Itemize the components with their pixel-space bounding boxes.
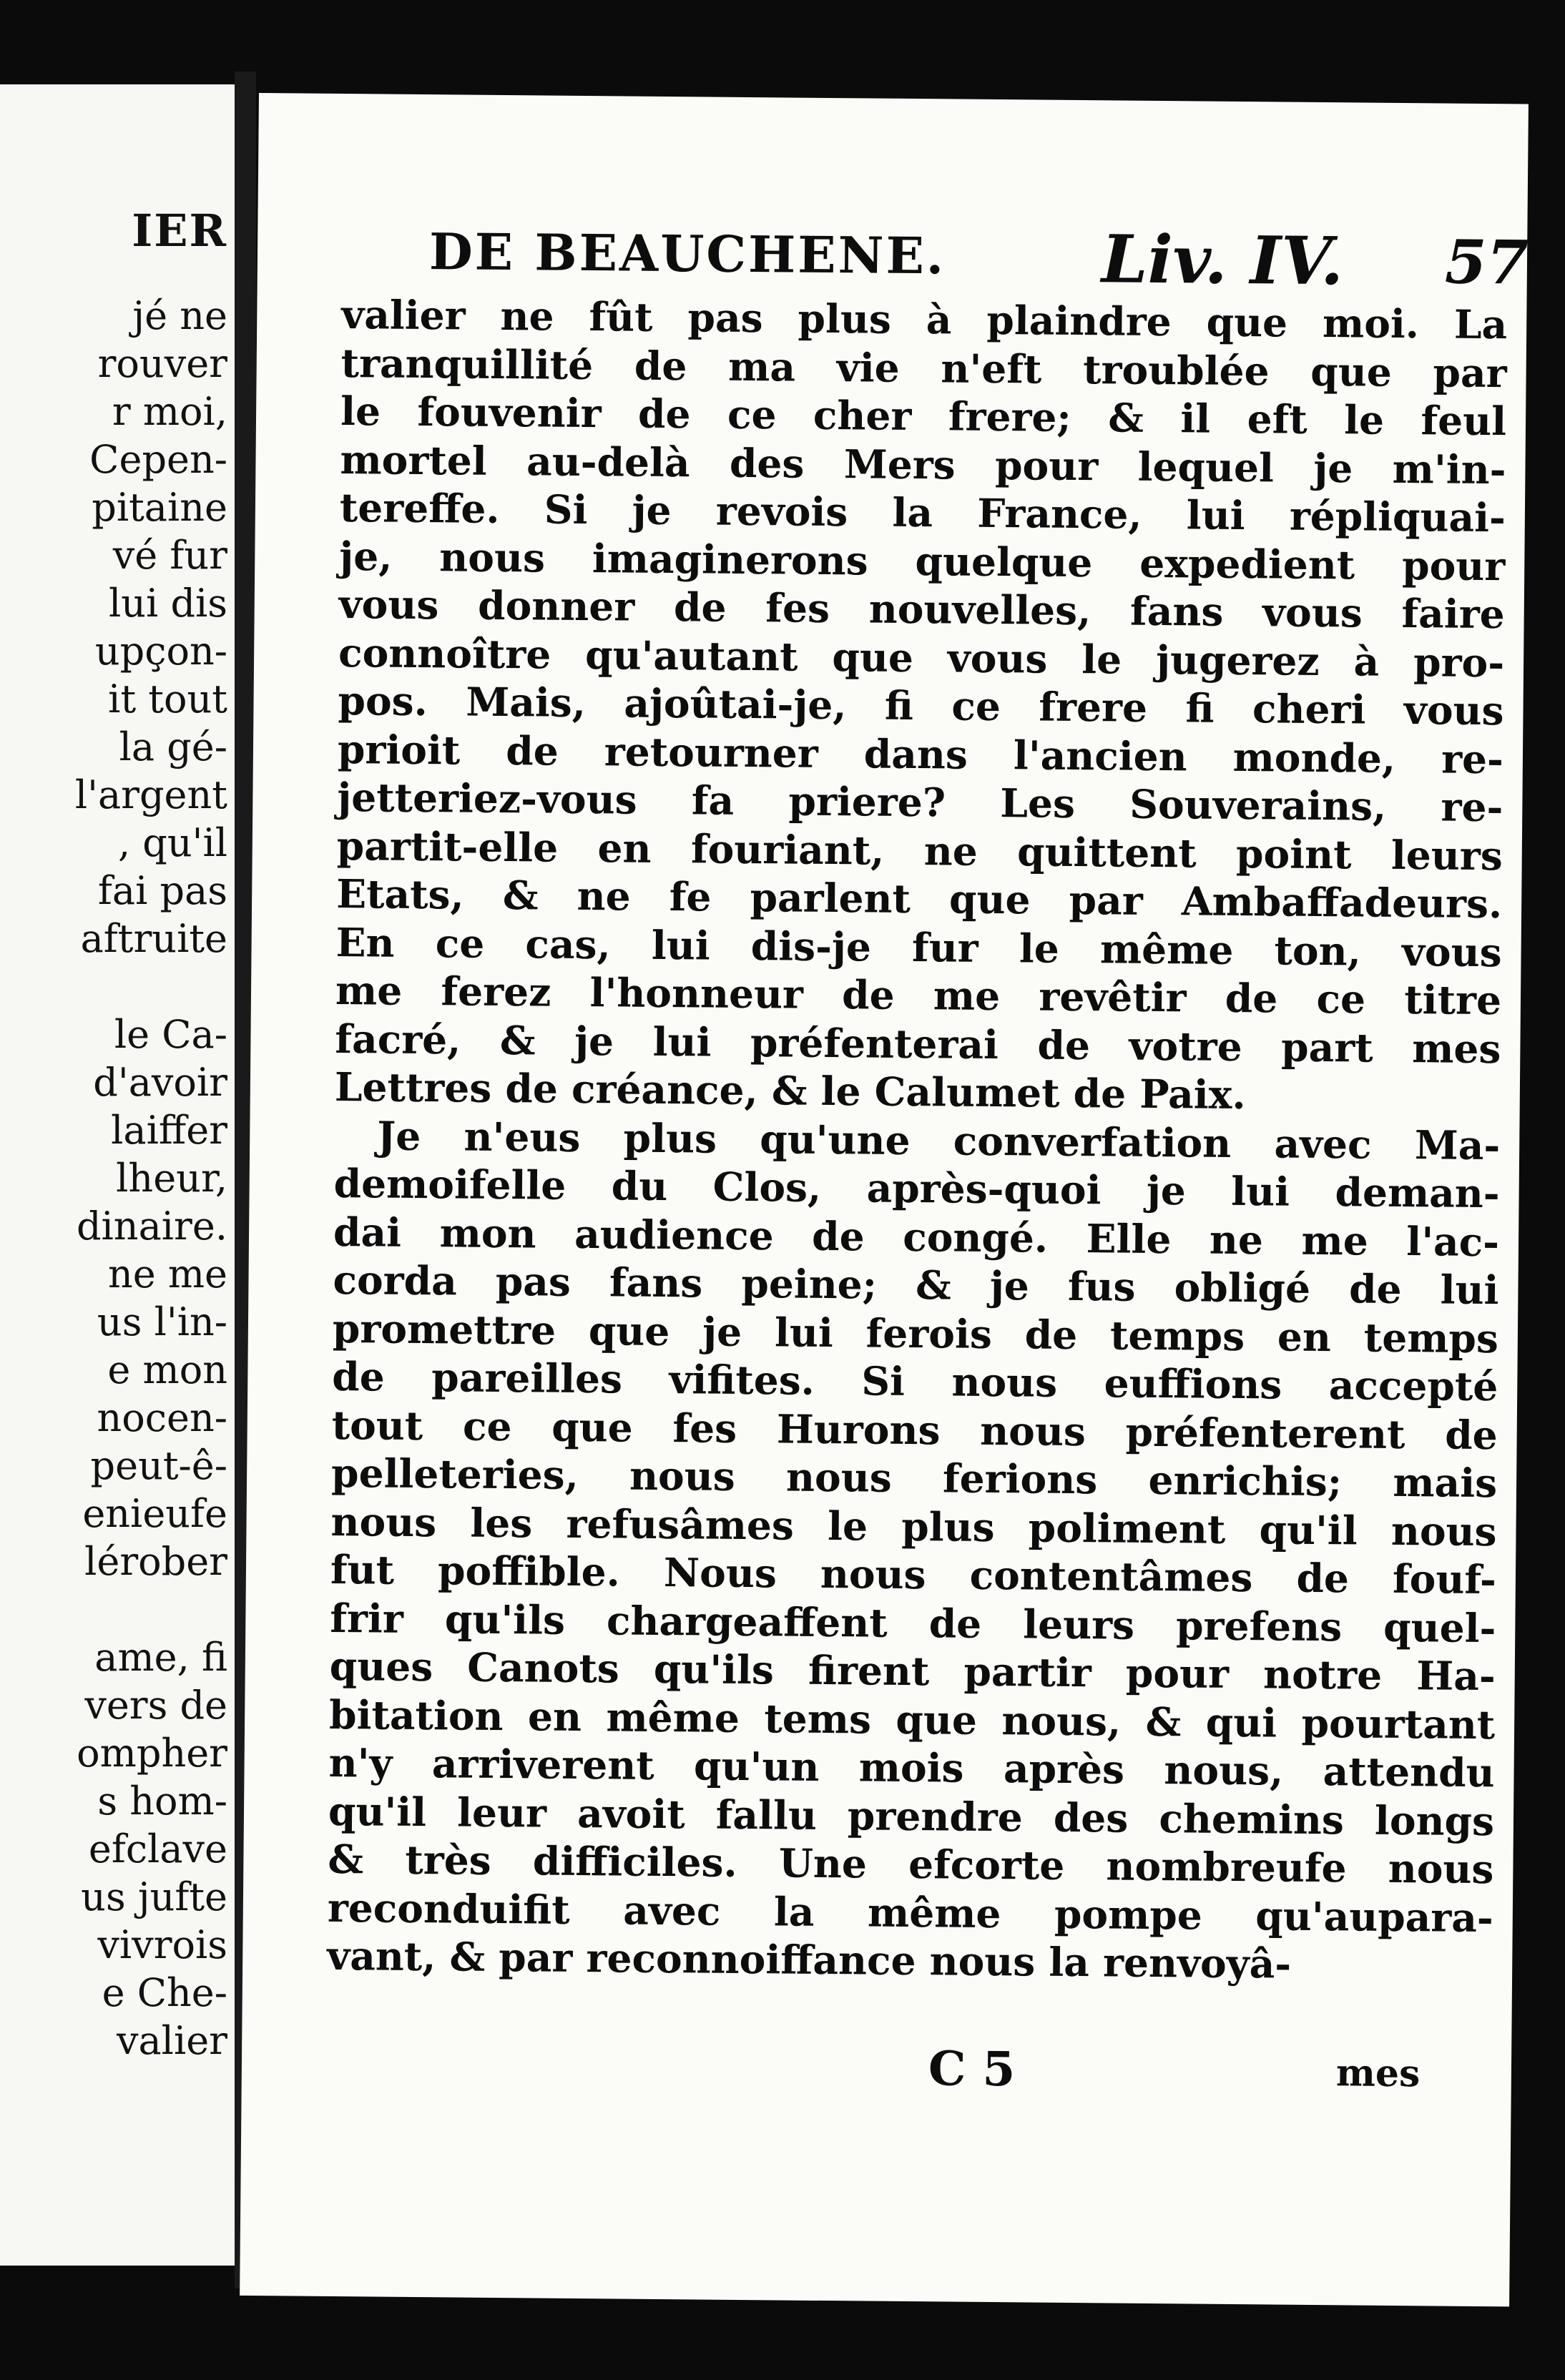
left-text-line: ompher [77, 1731, 227, 1776]
left-text-line: s hom- [97, 1779, 227, 1824]
left-text-line: ame, fi [94, 1635, 227, 1680]
text-line: pos. Mais, ajoûtai-je, fi ce frere fi cheri vous [338, 677, 1504, 734]
text-line: prioit de retourner dans l'ancien monde, re- [337, 725, 1504, 782]
left-text-line: valier [116, 2018, 227, 2063]
text-line: ques Canots qu'ils firent partir pour notre Ha- [329, 1642, 1496, 1700]
text-line: Lettres de créance, & le Calumet de Paix. [334, 1063, 1246, 1118]
text-line: bitation en même tems que nous, & qui pourtant [328, 1691, 1496, 1748]
left-text-line [0, 1585, 227, 1633]
left-text-line: l'argent [74, 772, 227, 817]
text-line: je, nous imaginerons quelque expedient pour [339, 532, 1506, 589]
text-line: n'y arriverent qu'un mois après nous, attendu [328, 1739, 1495, 1796]
left-text-line: us jufte [81, 1874, 227, 1919]
running-head-title: DE BEAUCHENE. [428, 222, 946, 286]
text-line: de pareilles vifites. Si nous euffions accepté [332, 1352, 1498, 1410]
text-line: demoifelle du Clos, après-quoi je lui deman- [333, 1159, 1500, 1217]
page-number: 57 [1444, 226, 1529, 298]
text-line: frir qu'ils chargeaffent de leurs prefens quel- [330, 1594, 1496, 1651]
left-text-line: laiffer [111, 1108, 227, 1153]
left-text-line: vivrois [97, 1922, 227, 1967]
left-text-line: la gé- [119, 724, 227, 769]
text-line: pelleteries, nous nous ferions enrichis; mais [330, 1449, 1498, 1507]
text-line: fut poffible. Nous nous contentâmes de fouf- [330, 1545, 1497, 1603]
left-text-line: r moi, [112, 389, 227, 434]
left-text-line: le Ca- [114, 1012, 227, 1057]
left-text-line: Cepen- [89, 437, 227, 482]
left-text-line: e mon [107, 1347, 227, 1392]
left-text-line: enieufe [82, 1491, 227, 1536]
signature-mark: C 5 [928, 2040, 1016, 2098]
left-text-line: upçon- [94, 629, 227, 674]
text-line: le fouvenir de ce cher frere; & il eft le feul [340, 388, 1507, 445]
left-text-line: d'avoir [93, 1060, 227, 1105]
left-text-line: jé ne [132, 293, 227, 338]
left-text-line: vé fur [112, 533, 227, 578]
left-text-line: it tout [108, 677, 227, 722]
text-line: qu'il leur avoit fallu prendre des chemins longs [328, 1787, 1495, 1844]
left-text-line: vers de [84, 1683, 227, 1728]
text-line: valier ne fût pas plus à plaindre que moi. La [341, 291, 1508, 348]
text-line: vous donner de fes nouvelles, fans vous faire [338, 581, 1505, 638]
right-page [240, 93, 1529, 2306]
left-text-line: rouver [97, 341, 227, 386]
text-line: nous les refusâmes le plus poliment qu'il nous [330, 1498, 1497, 1555]
left-text-line: peut-ê- [90, 1443, 227, 1488]
left-text-line: pitaine [92, 485, 227, 530]
left-text-line: efclave [88, 1826, 227, 1872]
text-line: promettre que je lui ferois de temps en temps [332, 1304, 1499, 1362]
left-text-line: us l'in- [97, 1299, 227, 1344]
left-text-line: fai pas [97, 868, 227, 913]
text-line: Je n'eus plus qu'une converfation avec Ma- [377, 1111, 1501, 1169]
text-line: corda pas fans peine; & je fus obligé de lui [333, 1256, 1499, 1314]
running-head [428, 215, 1529, 303]
left-text-line: , qu'il [117, 820, 227, 865]
text-line: dai mon audience de congé. Elle ne me l'ac- [333, 1208, 1500, 1265]
left-text-line: aftruite [80, 916, 227, 961]
text-line: mortel au-delà des Mers pour lequel je m'in- [340, 436, 1506, 493]
text-line: facré, & je lui préfenterai de votre part mes [335, 1015, 1501, 1072]
left-text-line: lheur, [116, 1156, 227, 1201]
running-head-book: Liv. IV. [1101, 220, 1344, 300]
text-line: jetteriez-vous fa priere? Les Souverains, re- [337, 773, 1503, 831]
text-line: me ferez l'honneur de me revêtir de ce titre [335, 966, 1502, 1024]
left-text-line: lérober [84, 1539, 227, 1584]
text-line: tranquillité de ma vie n'eft troublée que par [340, 339, 1507, 396]
left-text-line: nocen- [97, 1395, 227, 1440]
text-line: tereffe. Si je revois la France, lui répliquai- [339, 484, 1506, 541]
text-line: En ce cas, lui dis-je fur le même ton, vous [335, 918, 1502, 975]
text-line: reconduifit avec la même pompe qu'aupara- [327, 1884, 1494, 1941]
text-line: connoître qu'autant que vous le jugerez à pro- [338, 629, 1505, 686]
text-line: Etats, & ne fe parlent que par Ambaffadeurs. [335, 870, 1503, 928]
left-text-line [0, 963, 227, 1010]
left-text-line: e Che- [102, 1970, 227, 2015]
body-text [327, 290, 1508, 1990]
text-line: vant, & par reconnoiffance nous la renvoyâ- [326, 1932, 1292, 1987]
left-text-line: lui dis [108, 581, 227, 626]
left-page [0, 84, 235, 2266]
text-line: partit-elle en fouriant, ne quittent point leurs [336, 822, 1503, 879]
left-text-line: dinaire. [76, 1204, 227, 1249]
left-text-line: ne me [107, 1252, 227, 1297]
catchword: mes [1335, 2051, 1421, 2096]
text-line: tout ce que fes Hurons nous préfenterent de [331, 1401, 1498, 1458]
text-line: & très difficiles. Une efcorte nombreufe nous [328, 1835, 1494, 1893]
left-running-head: IER [132, 205, 227, 257]
left-page-text [0, 292, 227, 2065]
